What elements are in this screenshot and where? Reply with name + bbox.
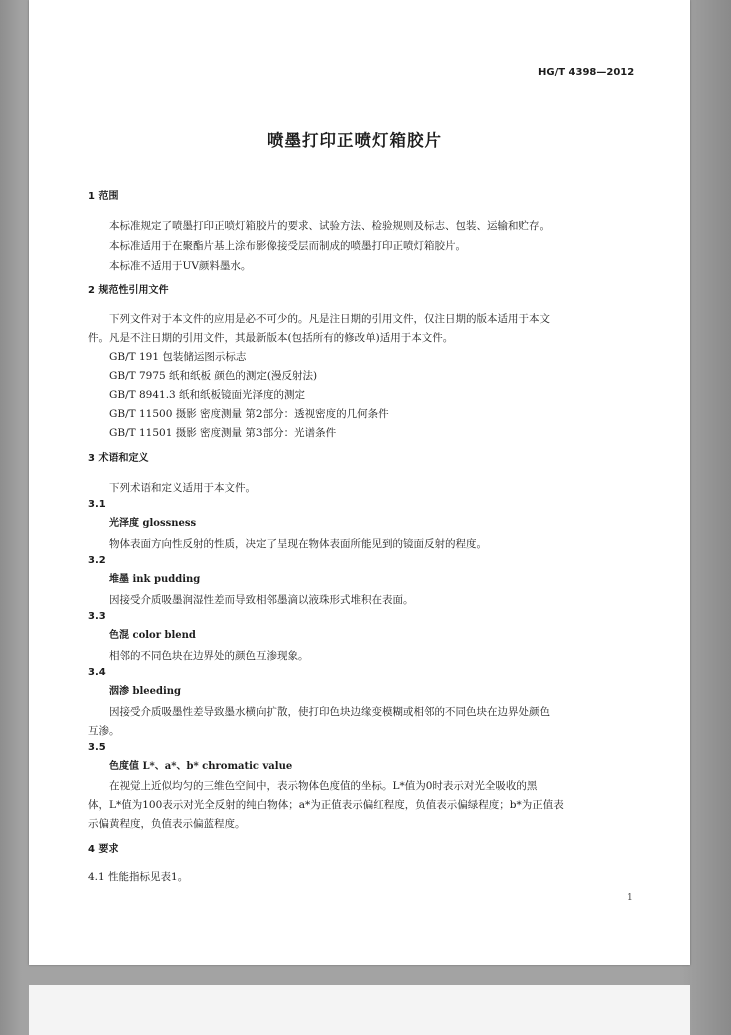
section-1-heading: 1 范围 [88,191,119,202]
section-3-intro: 下列术语和定义适用于本文件。 [109,482,256,494]
page-number: 1 [627,893,633,903]
document-code: HG/T 4398—2012 [538,67,635,78]
term-number: 3.4 [88,667,106,678]
section-2-para-line: 件。凡是不注日期的引用文件，其最新版本(包括所有的修改单)适用于本文件。 [88,332,454,344]
term-definition: 在视觉上近似均匀的三维色空间中，表示物体色度值的坐标。L*值为0时表示对光全吸收的黑 [109,780,538,792]
term-name: 洇渗 bleeding [109,686,182,697]
term-number: 3.2 [88,555,106,566]
term-definition: 体，L*值为100表示对光全反射的纯白物体；a*为正值表示偏红程度，负值表示偏绿程度；b*为正值表 [88,799,564,811]
term-definition: 相邻的不同色块在边界处的颜色互渗现象。 [109,650,309,662]
document-page [29,0,690,965]
term-number: 3.3 [88,611,106,622]
section-1-line: 本标准适用于在聚酯片基上涂布影像接受层而制成的喷墨打印正喷灯箱胶片。 [109,240,466,252]
term-definition: 因接受介质吸墨润湿性差而导致相邻墨滴以液珠形式堆积在表面。 [109,594,414,606]
next-page [29,985,690,1035]
term-name: 色度值 L*、a*、b* chromatic value [109,761,293,772]
term-number: 3.1 [88,499,106,510]
term-name: 堆墨 ink pudding [109,574,201,585]
reference-item: GB/T 7975 纸和纸板 颜色的测定(漫反射法) [109,370,318,382]
section-3-heading: 3 术语和定义 [88,453,149,464]
term-name: 色混 color blend [109,630,196,641]
term-definition: 互渗。 [88,725,120,737]
section-4-line: 4.1 性能指标见表1。 [88,871,189,883]
reference-item: GB/T 11500 摄影 密度测量 第2部分：透视密度的几何条件 [109,408,389,420]
section-4-heading: 4 要求 [88,844,119,855]
term-definition: 物体表面方向性反射的性质，决定了呈现在物体表面所能见到的镜面反射的程度。 [109,538,487,550]
term-number: 3.5 [88,742,106,753]
reference-item: GB/T 191 包装储运图示标志 [109,351,247,363]
reference-item: GB/T 8941.3 纸和纸板镜面光泽度的测定 [109,389,306,401]
term-name: 光泽度 glossness [109,518,197,529]
document-title: 喷墨打印正喷灯箱胶片 [267,131,442,150]
section-2-heading: 2 规范性引用文件 [88,285,169,296]
section-1-line: 本标准不适用于UV颜料墨水。 [109,260,252,272]
term-definition: 因接受介质吸墨性差导致墨水横向扩散，使打印色块边缘变模糊或相邻的不同色块在边界处颜色 [109,706,550,718]
term-definition: 示偏黄程度，负值表示偏蓝程度。 [88,818,246,830]
section-2-para-line: 下列文件对于本文件的应用是必不可少的。凡是注日期的引用文件，仅注日期的版本适用于本文 [109,313,550,325]
section-1-line: 本标准规定了喷墨打印正喷灯箱胶片的要求、试验方法、检验规则及标志、包装、运输和贮存。 [109,220,550,232]
reference-item: GB/T 11501 摄影 密度测量 第3部分：光谱条件 [109,427,337,439]
